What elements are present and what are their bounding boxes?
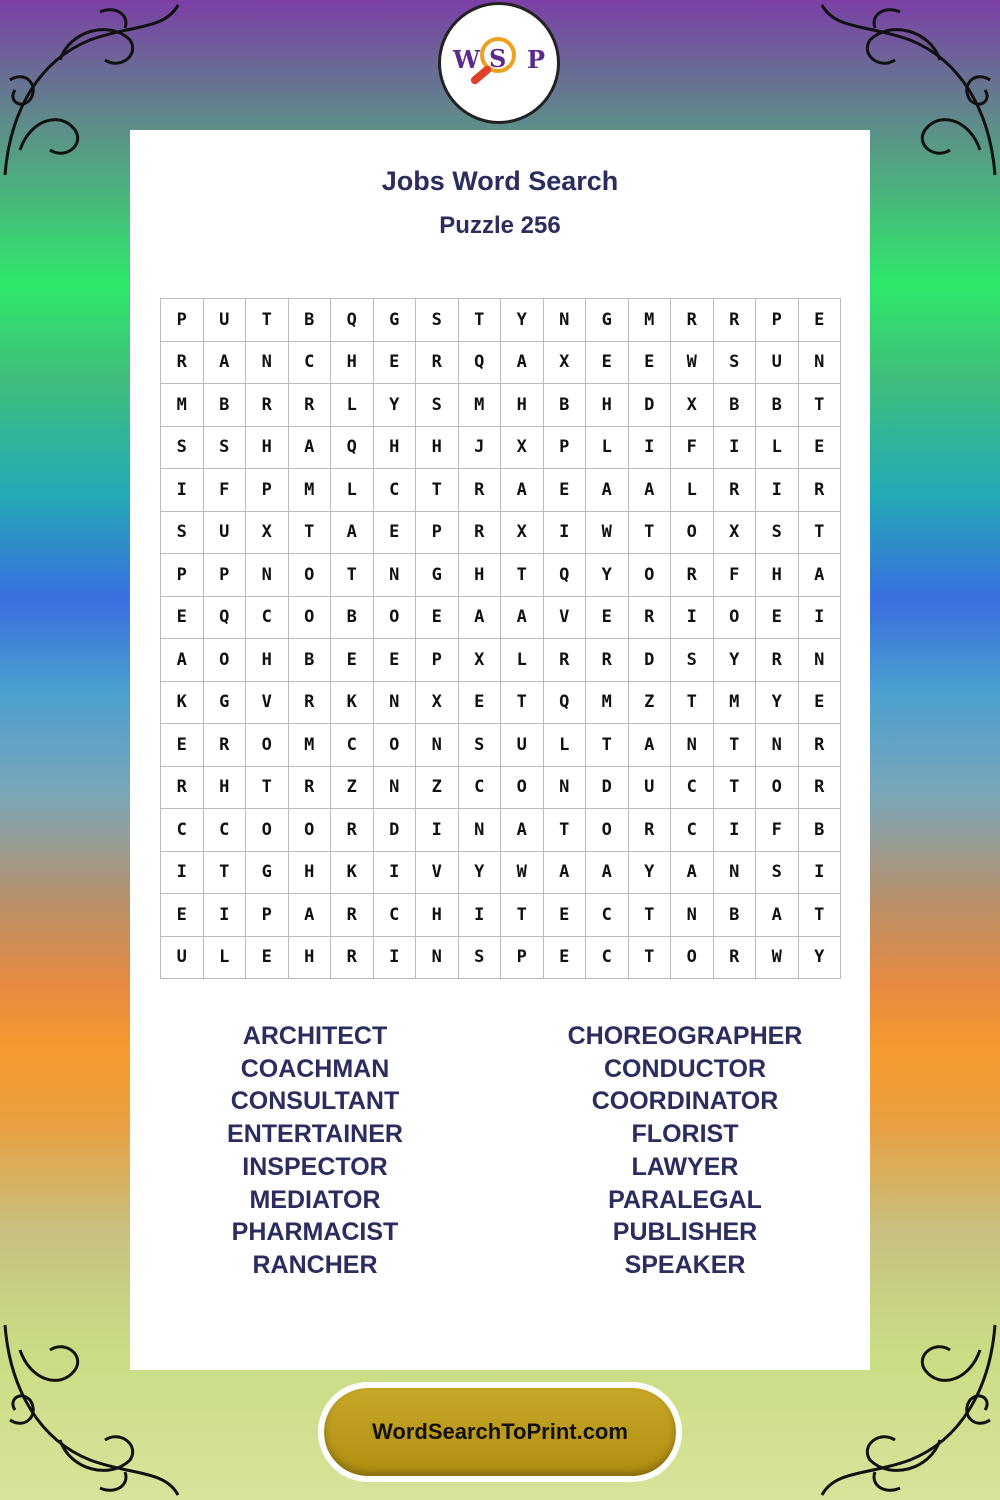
grid-cell[interactable]: X	[416, 682, 459, 725]
grid-cell[interactable]: I	[459, 894, 502, 937]
grid-cell[interactable]: I	[629, 427, 672, 470]
word-list-right	[500, 1020, 870, 1282]
grid-cell[interactable]: A	[586, 469, 629, 512]
grid-cell[interactable]: U	[756, 342, 799, 385]
grid-cell[interactable]: I	[416, 809, 459, 852]
grid-cell[interactable]: T	[246, 299, 289, 342]
grid-cell[interactable]: A	[586, 852, 629, 895]
grid-cell[interactable]: H	[246, 427, 289, 470]
grid-cell[interactable]: B	[331, 597, 374, 640]
grid-cell[interactable]: I	[756, 469, 799, 512]
grid-cell[interactable]: X	[714, 512, 757, 555]
grid-cell[interactable]: B	[204, 384, 247, 427]
grid-cell[interactable]: N	[246, 342, 289, 385]
grid-cell[interactable]: S	[756, 512, 799, 555]
grid-cell[interactable]: H	[289, 852, 332, 895]
grid-cell[interactable]: C	[586, 894, 629, 937]
logo-letter-s: S	[489, 44, 507, 73]
grid-cell[interactable]: R	[459, 469, 502, 512]
word-item: COACHMAN	[240, 1054, 390, 1083]
grid-cell[interactable]: Y	[586, 554, 629, 597]
grid-cell[interactable]: L	[756, 427, 799, 470]
grid-cell[interactable]: U	[204, 299, 247, 342]
grid-cell[interactable]: T	[799, 384, 842, 427]
word-item: CONDUCTOR	[603, 1054, 767, 1083]
grid-cell[interactable]: S	[416, 384, 459, 427]
grid-cell[interactable]: W	[671, 342, 714, 385]
grid-cell[interactable]: E	[586, 342, 629, 385]
grid-cell[interactable]: C	[374, 469, 417, 512]
grid-cell[interactable]: Y	[501, 299, 544, 342]
grid-cell[interactable]: S	[714, 342, 757, 385]
grid-cell[interactable]: I	[374, 937, 417, 980]
grid-cell[interactable]: R	[459, 512, 502, 555]
letter-grid[interactable]	[160, 298, 841, 979]
grid-cell[interactable]: I	[204, 894, 247, 937]
grid-cell[interactable]: C	[246, 597, 289, 640]
grid-cell[interactable]: R	[289, 384, 332, 427]
grid-cell[interactable]: E	[331, 639, 374, 682]
grid-cell[interactable]: T	[501, 682, 544, 725]
grid-cell[interactable]: E	[544, 469, 587, 512]
grid-cell[interactable]: P	[756, 299, 799, 342]
grid-cell[interactable]: C	[586, 937, 629, 980]
grid-cell[interactable]: R	[331, 937, 374, 980]
grid-cell[interactable]: P	[161, 554, 204, 597]
grid-cell[interactable]: O	[246, 809, 289, 852]
grid-cell[interactable]: N	[799, 342, 842, 385]
grid-cell[interactable]: Q	[204, 597, 247, 640]
grid-cell[interactable]: A	[501, 809, 544, 852]
grid-cell[interactable]: K	[331, 682, 374, 725]
logo-letter-p: P	[527, 45, 546, 74]
grid-cell[interactable]: A	[799, 554, 842, 597]
grid-cell[interactable]: T	[799, 512, 842, 555]
grid-cell[interactable]: E	[544, 894, 587, 937]
grid-cell[interactable]: P	[416, 512, 459, 555]
grid-cell[interactable]: O	[289, 597, 332, 640]
grid-cell[interactable]: R	[331, 894, 374, 937]
grid-cell[interactable]: A	[629, 469, 672, 512]
grid-cell[interactable]: Y	[374, 384, 417, 427]
grid-cell[interactable]: N	[544, 767, 587, 810]
grid-cell[interactable]: Y	[756, 682, 799, 725]
grid-cell[interactable]: S	[204, 427, 247, 470]
grid-cell[interactable]: Q	[331, 299, 374, 342]
grid-cell[interactable]: H	[756, 554, 799, 597]
grid-cell[interactable]: E	[246, 937, 289, 980]
grid-cell[interactable]: S	[459, 937, 502, 980]
grid-cell[interactable]: L	[331, 384, 374, 427]
grid-cell[interactable]: A	[671, 852, 714, 895]
grid-cell[interactable]: M	[586, 682, 629, 725]
grid-cell[interactable]: R	[714, 937, 757, 980]
grid-cell[interactable]: C	[161, 809, 204, 852]
grid-cell[interactable]: H	[246, 639, 289, 682]
grid-cell[interactable]: T	[586, 724, 629, 767]
grid-cell[interactable]: L	[501, 639, 544, 682]
word-item: ARCHITECT	[242, 1022, 388, 1050]
grid-cell[interactable]: W	[501, 852, 544, 895]
grid-cell[interactable]: Z	[331, 767, 374, 810]
grid-cell[interactable]: Q	[544, 554, 587, 597]
grid-cell[interactable]: C	[331, 724, 374, 767]
grid-cell[interactable]: P	[501, 937, 544, 980]
grid-cell[interactable]: S	[459, 724, 502, 767]
grid-cell[interactable]: O	[246, 724, 289, 767]
grid-cell[interactable]: O	[714, 597, 757, 640]
grid-cell[interactable]: N	[714, 852, 757, 895]
grid-cell[interactable]: Q	[544, 682, 587, 725]
grid-cell[interactable]: D	[374, 809, 417, 852]
grid-cell[interactable]: U	[161, 937, 204, 980]
grid-cell[interactable]: T	[629, 512, 672, 555]
grid-cell[interactable]: G	[204, 682, 247, 725]
grid-cell[interactable]: R	[799, 724, 842, 767]
grid-cell[interactable]: N	[374, 767, 417, 810]
grid-cell[interactable]: Q	[331, 427, 374, 470]
grid-cell[interactable]: N	[416, 937, 459, 980]
grid-cell[interactable]: I	[671, 597, 714, 640]
grid-cell[interactable]: R	[671, 299, 714, 342]
word-item: PARALEGAL	[608, 1185, 762, 1214]
grid-cell[interactable]: O	[204, 639, 247, 682]
word-list-left	[130, 1020, 500, 1282]
grid-cell[interactable]: E	[161, 894, 204, 937]
word-item: CONSULTANT	[230, 1087, 400, 1116]
grid-cell[interactable]: R	[161, 767, 204, 810]
grid-cell[interactable]: B	[799, 809, 842, 852]
grid-cell[interactable]: C	[671, 767, 714, 810]
grid-cell[interactable]: N	[374, 554, 417, 597]
grid-cell[interactable]: L	[586, 427, 629, 470]
site-link-label[interactable]: WordSearchToPrint.com	[324, 1388, 676, 1476]
grid-cell[interactable]: R	[289, 682, 332, 725]
grid-cell[interactable]: P	[416, 639, 459, 682]
grid-cell[interactable]: P	[204, 554, 247, 597]
grid-cell[interactable]: B	[714, 384, 757, 427]
puzzle-sheet	[130, 130, 870, 1370]
word-item: COORDINATOR	[591, 1087, 779, 1116]
grid-cell[interactable]: C	[204, 809, 247, 852]
grid-cell[interactable]: R	[714, 469, 757, 512]
grid-cell[interactable]: N	[671, 894, 714, 937]
grid-cell[interactable]: G	[586, 299, 629, 342]
grid-cell[interactable]: C	[459, 767, 502, 810]
grid-cell[interactable]: T	[501, 554, 544, 597]
grid-cell[interactable]: E	[799, 299, 842, 342]
grid-cell[interactable]: W	[756, 937, 799, 980]
grid-cell[interactable]: I	[161, 469, 204, 512]
grid-cell[interactable]: O	[671, 937, 714, 980]
grid-cell[interactable]: N	[756, 724, 799, 767]
grid-cell[interactable]: A	[756, 894, 799, 937]
grid-cell[interactable]: U	[501, 724, 544, 767]
word-item: ENTERTAINER	[227, 1120, 403, 1149]
grid-cell[interactable]: B	[289, 299, 332, 342]
grid-cell[interactable]: S	[161, 512, 204, 555]
grid-cell[interactable]: R	[799, 469, 842, 512]
grid-cell[interactable]: R	[799, 767, 842, 810]
word-item: INSPECTOR	[242, 1152, 388, 1181]
grid-cell[interactable]: S	[161, 427, 204, 470]
grid-cell[interactable]: I	[161, 852, 204, 895]
grid-cell[interactable]: X	[671, 384, 714, 427]
grid-cell[interactable]: T	[714, 724, 757, 767]
grid-cell[interactable]: T	[289, 512, 332, 555]
grid-cell[interactable]: R	[544, 639, 587, 682]
grid-cell[interactable]: W	[586, 512, 629, 555]
grid-cell[interactable]: D	[629, 384, 672, 427]
grid-cell[interactable]: E	[629, 342, 672, 385]
grid-cell[interactable]: P	[544, 427, 587, 470]
site-link-button[interactable]	[318, 1382, 682, 1482]
grid-cell[interactable]: O	[586, 809, 629, 852]
grid-cell[interactable]: E	[459, 682, 502, 725]
grid-cell[interactable]: P	[246, 894, 289, 937]
grid-cell[interactable]: R	[289, 767, 332, 810]
grid-cell[interactable]: N	[459, 809, 502, 852]
grid-cell[interactable]: A	[161, 639, 204, 682]
grid-cell[interactable]: R	[246, 384, 289, 427]
wsp-logo[interactable]	[438, 2, 560, 124]
grid-cell[interactable]: E	[374, 342, 417, 385]
grid-cell[interactable]: M	[289, 724, 332, 767]
grid-cell[interactable]: P	[161, 299, 204, 342]
grid-cell[interactable]: E	[161, 597, 204, 640]
grid-cell[interactable]: I	[544, 512, 587, 555]
grid-cell[interactable]: O	[289, 554, 332, 597]
grid-cell[interactable]: O	[756, 767, 799, 810]
grid-cell[interactable]: A	[204, 342, 247, 385]
grid-cell[interactable]: T	[331, 554, 374, 597]
grid-cell[interactable]: B	[289, 639, 332, 682]
grid-cell[interactable]: T	[204, 852, 247, 895]
grid-cell[interactable]: Y	[799, 937, 842, 980]
grid-cell[interactable]: E	[374, 512, 417, 555]
grid-cell[interactable]: E	[374, 639, 417, 682]
puzzle-title: Jobs Word Search	[381, 166, 619, 196]
grid-cell[interactable]: M	[161, 384, 204, 427]
grid-cell[interactable]: H	[331, 342, 374, 385]
puzzle-subtitle: Puzzle 256	[439, 212, 561, 239]
grid-cell[interactable]: R	[671, 554, 714, 597]
word-item: PUBLISHER	[612, 1218, 758, 1247]
grid-cell[interactable]: U	[629, 767, 672, 810]
grid-cell[interactable]: M	[629, 299, 672, 342]
grid-cell[interactable]: H	[416, 894, 459, 937]
grid-cell[interactable]: E	[586, 597, 629, 640]
grid-cell[interactable]: S	[416, 299, 459, 342]
word-item: RANCHER	[252, 1250, 378, 1279]
grid-cell[interactable]: O	[671, 512, 714, 555]
grid-cell[interactable]: T	[629, 937, 672, 980]
grid-cell[interactable]: T	[459, 299, 502, 342]
grid-cell[interactable]: B	[756, 384, 799, 427]
grid-cell[interactable]: H	[459, 554, 502, 597]
grid-cell[interactable]: X	[501, 512, 544, 555]
grid-cell[interactable]: S	[671, 639, 714, 682]
grid-cell[interactable]: O	[289, 809, 332, 852]
word-list	[130, 1020, 870, 1282]
grid-cell[interactable]: T	[501, 894, 544, 937]
grid-cell[interactable]: G	[416, 554, 459, 597]
grid-cell[interactable]: B	[714, 894, 757, 937]
grid-cell[interactable]: R	[756, 639, 799, 682]
grid-cell[interactable]: T	[799, 894, 842, 937]
grid-cell[interactable]: R	[714, 299, 757, 342]
grid-cell[interactable]: P	[246, 469, 289, 512]
grid-cell[interactable]: T	[246, 767, 289, 810]
grid-cell[interactable]: L	[544, 724, 587, 767]
grid-cell[interactable]: N	[246, 554, 289, 597]
grid-cell[interactable]: Y	[459, 852, 502, 895]
grid-cell[interactable]: C	[671, 809, 714, 852]
grid-cell[interactable]: F	[204, 469, 247, 512]
grid-cell[interactable]: R	[331, 809, 374, 852]
grid-cell[interactable]: M	[289, 469, 332, 512]
grid-cell[interactable]: D	[586, 767, 629, 810]
grid-cell[interactable]: S	[756, 852, 799, 895]
word-item: LAWYER	[631, 1152, 739, 1181]
grid-cell[interactable]: X	[246, 512, 289, 555]
grid-cell[interactable]: U	[204, 512, 247, 555]
grid-cell[interactable]: M	[714, 682, 757, 725]
grid-cell[interactable]: I	[714, 427, 757, 470]
word-item: FLORIST	[631, 1120, 739, 1149]
grid-cell[interactable]: L	[331, 469, 374, 512]
word-item: PHARMACIST	[231, 1218, 399, 1247]
grid-cell[interactable]: C	[374, 894, 417, 937]
grid-cell[interactable]: T	[714, 767, 757, 810]
grid-cell[interactable]: E	[799, 682, 842, 725]
grid-cell[interactable]: O	[501, 767, 544, 810]
grid-cell[interactable]: O	[629, 554, 672, 597]
grid-cell[interactable]: R	[586, 639, 629, 682]
grid-cell[interactable]: R	[416, 342, 459, 385]
grid-cell[interactable]: N	[416, 724, 459, 767]
grid-cell[interactable]: N	[374, 682, 417, 725]
grid-cell[interactable]: V	[246, 682, 289, 725]
grid-cell[interactable]: F	[714, 554, 757, 597]
grid-cell[interactable]: E	[756, 597, 799, 640]
grid-cell[interactable]: T	[416, 469, 459, 512]
grid-cell[interactable]: I	[714, 809, 757, 852]
grid-cell[interactable]: I	[374, 852, 417, 895]
grid-cell[interactable]: T	[671, 682, 714, 725]
grid-cell[interactable]: H	[289, 937, 332, 980]
grid-cell[interactable]: A	[544, 852, 587, 895]
grid-cell[interactable]: E	[161, 724, 204, 767]
grid-cell[interactable]: A	[289, 894, 332, 937]
grid-cell[interactable]: H	[501, 384, 544, 427]
grid-cell[interactable]: Z	[629, 682, 672, 725]
grid-cell[interactable]: D	[629, 639, 672, 682]
grid-cell[interactable]: B	[544, 384, 587, 427]
grid-cell[interactable]: O	[374, 597, 417, 640]
grid-cell[interactable]: H	[586, 384, 629, 427]
grid-cell[interactable]: R	[629, 597, 672, 640]
grid-cell[interactable]: V	[544, 597, 587, 640]
grid-cell[interactable]: A	[501, 597, 544, 640]
grid-cell[interactable]: G	[246, 852, 289, 895]
grid-cell[interactable]: L	[671, 469, 714, 512]
grid-cell[interactable]: T	[629, 894, 672, 937]
grid-cell[interactable]: X	[501, 427, 544, 470]
grid-cell[interactable]: A	[629, 724, 672, 767]
grid-cell[interactable]: T	[544, 809, 587, 852]
grid-cell[interactable]: O	[374, 724, 417, 767]
grid-cell[interactable]: N	[671, 724, 714, 767]
grid-cell[interactable]: R	[204, 724, 247, 767]
grid-cell[interactable]: J	[459, 427, 502, 470]
word-item: SPEAKER	[624, 1250, 746, 1279]
grid-cell[interactable]: H	[204, 767, 247, 810]
grid-cell[interactable]: E	[544, 937, 587, 980]
grid-cell[interactable]: N	[799, 639, 842, 682]
grid-cell[interactable]: G	[374, 299, 417, 342]
grid-cell[interactable]: V	[416, 852, 459, 895]
grid-cell[interactable]: C	[289, 342, 332, 385]
word-item: MEDIATOR	[249, 1185, 381, 1214]
grid-cell[interactable]: Z	[416, 767, 459, 810]
grid-cell[interactable]: I	[799, 597, 842, 640]
grid-cell[interactable]: Y	[714, 639, 757, 682]
grid-cell[interactable]: Q	[459, 342, 502, 385]
grid-cell[interactable]: E	[416, 597, 459, 640]
grid-cell[interactable]: A	[331, 512, 374, 555]
grid-cell[interactable]: L	[204, 937, 247, 980]
grid-cell[interactable]: H	[374, 427, 417, 470]
grid-cell[interactable]: K	[331, 852, 374, 895]
grid-cell[interactable]: R	[161, 342, 204, 385]
grid-cell[interactable]: N	[544, 299, 587, 342]
logo-letter-w: W	[453, 45, 480, 74]
grid-cell[interactable]: K	[161, 682, 204, 725]
grid-cell[interactable]: F	[756, 809, 799, 852]
grid-cell[interactable]: X	[459, 639, 502, 682]
word-item: CHOREOGRAPHER	[567, 1022, 803, 1050]
grid-cell[interactable]: A	[289, 427, 332, 470]
grid-cell[interactable]: A	[501, 469, 544, 512]
grid-cell[interactable]: A	[501, 342, 544, 385]
grid-cell[interactable]: X	[544, 342, 587, 385]
grid-cell[interactable]: I	[799, 852, 842, 895]
grid-cell[interactable]: M	[459, 384, 502, 427]
grid-cell[interactable]: R	[629, 809, 672, 852]
grid-cell[interactable]: H	[416, 427, 459, 470]
grid-cell[interactable]: A	[459, 597, 502, 640]
grid-cell[interactable]: E	[799, 427, 842, 470]
grid-cell[interactable]: F	[671, 427, 714, 470]
grid-cell[interactable]: Y	[629, 852, 672, 895]
